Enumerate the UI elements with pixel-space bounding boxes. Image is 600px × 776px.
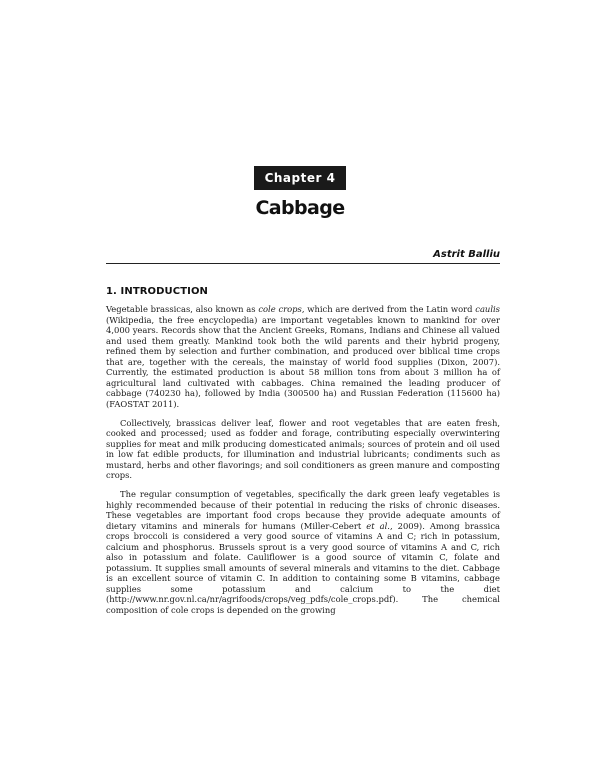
- chapter-title: Cabbage: [255, 197, 345, 219]
- paragraph-2: Collectively, brassicas deliver leaf, flower and root vegetables that are eaten fresh, cooked and processed; used as fodder and forage, contributing especially overwintering supplies for meat and milk producing domesticated animals; sources of protein and oil used in low fat edible products, for illumination and industrial lubricants; condiments such as mustard, herbs and other flavorings; and soil conditioners as green manure and composting crops.: [106, 417, 500, 480]
- p1-italic-cole-crops: cole crops: [258, 304, 302, 314]
- section-heading: 1. INTRODUCTION: [106, 286, 209, 297]
- p3-text-a: The regular consumption of vegetables, specifically the dark green leafy vegetables is highly recommended because of their potential in reducing the risks of chronic diseases. These vegetables are important food crops because they provide adequate amounts of dietary vitamins and minerals for humans (Miller-Cebert: [106, 489, 500, 531]
- author-divider: [106, 263, 500, 264]
- p1-text-e: (Wikipedia, the free encyclopedia) are important vegetables known to mankind for over 4,000 years. Records show that the Ancient Greeks, Romans, Indians and Chinese all valued and used them greatly. Mankind took both the wild parents and their hybrid progeny, refined them by selection and further combination, and produced over biblical time crops that are, together with the cereals, the mainstay of world food supplies (Dixon, 2007). Currently, the estimated production is about 58 million tons from about 3 million ha of agricultural land cultivated with cabbages. China remained the leading producer of cabbage (740230 ha), followed by India (300500 ha) and Russian Federation (115600 ha) (FAOSTAT 2011).: [106, 314, 500, 409]
- author-name: Astrit Balliu: [433, 249, 500, 260]
- body-text: [106, 304, 500, 624]
- paragraph-1: [106, 304, 500, 409]
- chapter-label-badge: Chapter 4: [254, 166, 346, 190]
- p1-text-a: Vegetable brassicas, also known as: [106, 304, 259, 314]
- p1-italic-caulis: caulis: [475, 304, 500, 314]
- paragraph-3: [106, 489, 500, 615]
- p3-text-c: ., 2009). Among brassica crops broccoli is considered a very good source of vitamins A and C; rich in potassium, calcium and phosphorus. Brussels sprout is a very good source of vitamins A and C, rich also in potassium and folate. Cauliflower is a good source of vitamin C, folate and potassium. It supplies small amounts of several minerals and vitamins to the diet. Cabbage is an excellent source of vitamin C. In addition to containing some B vitamins, cabbage supplies some potassium and calcium to the diet (http://www.nr.gov.nl.ca/nr/agrifoods/crops/veg_pdfs/cole_crops.pdf). The chemical composition of cole crops is depended on the growing: [106, 520, 500, 615]
- p3-italic-et-al: et al: [366, 520, 388, 531]
- p1-text-c: , which are derived from the Latin word: [301, 304, 476, 314]
